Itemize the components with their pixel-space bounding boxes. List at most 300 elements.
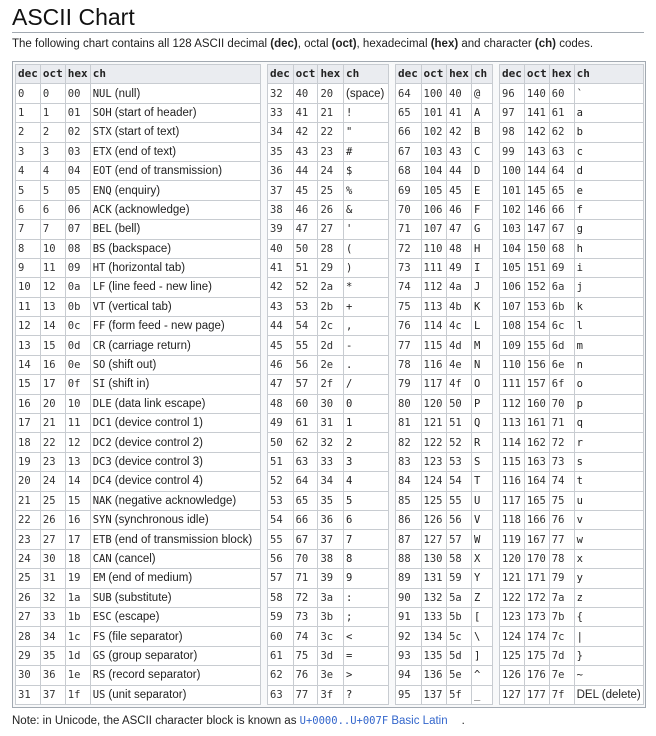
oct-cell: 114: [421, 317, 447, 336]
table-row: [500, 607, 644, 626]
table-row: [16, 200, 261, 219]
table-row: [16, 452, 261, 471]
hex-cell: 0a: [65, 278, 90, 297]
char-cell: [574, 646, 643, 665]
char-cell: [471, 84, 492, 103]
oct-cell: 143: [524, 142, 549, 161]
char-value: =: [346, 649, 353, 662]
char-cell: [90, 607, 260, 626]
hex-cell: 40: [447, 84, 472, 103]
oct-cell: 167: [524, 530, 549, 549]
char-value: ': [346, 223, 353, 236]
char-description: (negative acknowledge): [114, 494, 237, 507]
dec-cell: 46: [268, 355, 294, 374]
table-row: [268, 297, 389, 316]
hex-cell: 1f: [65, 685, 90, 704]
oct-cell: 127: [421, 530, 447, 549]
hex-cell: 55: [447, 491, 472, 510]
table-row: [268, 607, 389, 626]
table-row: [500, 142, 644, 161]
char-cell: [344, 103, 389, 122]
title-divider: [12, 32, 644, 33]
hex-cell: 51: [447, 414, 472, 433]
char-description: (start of header): [114, 106, 197, 119]
char-value: 7: [346, 533, 353, 546]
char-description: (escape): [114, 611, 160, 624]
table-row: [16, 161, 261, 180]
table-row: [268, 530, 389, 549]
char-cell: [574, 220, 643, 239]
table-row: [268, 355, 389, 374]
char-value: _: [473, 688, 481, 701]
dec-cell: 49: [268, 414, 294, 433]
char-value: {: [576, 611, 583, 624]
dec-cell: 61: [268, 646, 294, 665]
char-cell: [90, 685, 260, 704]
table-row: [16, 569, 261, 588]
char-value: <: [346, 630, 353, 643]
hex-cell: 77: [549, 530, 574, 549]
oct-cell: 60: [293, 394, 318, 413]
char-value: R: [473, 436, 481, 449]
hex-cell: 75: [549, 491, 574, 510]
table-row: [16, 123, 261, 142]
hex-cell: 5d: [447, 646, 472, 665]
dec-cell: 98: [500, 123, 525, 142]
oct-cell: 125: [421, 491, 447, 510]
hex-cell: 7f: [549, 685, 574, 704]
column-header-hex: hex: [318, 65, 344, 84]
dec-cell: 75: [396, 297, 422, 316]
char-value: Q: [473, 417, 481, 430]
table-row: [16, 297, 261, 316]
dec-cell: 4: [16, 161, 41, 180]
dec-cell: 127: [500, 685, 525, 704]
char-cell: [90, 103, 260, 122]
table-row: [500, 472, 644, 491]
oct-cell: 61: [293, 414, 318, 433]
dec-cell: 109: [500, 336, 525, 355]
char-cell: [574, 142, 643, 161]
table-row: [16, 666, 261, 685]
char-value: \: [473, 630, 481, 643]
dec-cell: 71: [396, 220, 422, 239]
hex-cell: 2e: [318, 355, 344, 374]
table-row: [396, 666, 493, 685]
char-description: (end of medium): [108, 572, 193, 585]
oct-cell: 152: [524, 278, 549, 297]
dec-cell: 17: [16, 414, 41, 433]
char-description: (start of text): [114, 126, 180, 139]
table-row: [16, 84, 261, 103]
char-value: g: [576, 223, 583, 236]
oct-cell: 104: [421, 161, 447, 180]
hex-cell: 13: [65, 452, 90, 471]
table-row: [396, 646, 493, 665]
char-value: ?: [346, 688, 353, 701]
char-description: (acknowledge): [114, 203, 190, 216]
table-row: [500, 588, 644, 607]
char-cell: [90, 258, 260, 277]
char-mnemonic: ETB: [92, 533, 112, 546]
oct-cell: 7: [40, 220, 65, 239]
char-cell: [344, 646, 389, 665]
char-cell: [344, 510, 389, 529]
char-value: ;: [346, 611, 353, 624]
dec-cell: 121: [500, 569, 525, 588]
dec-cell: 19: [16, 452, 41, 471]
char-description: (vertical tab): [108, 300, 172, 313]
header-row: [16, 65, 261, 84]
hex-cell: 5c: [447, 627, 472, 646]
dec-cell: 1: [16, 103, 41, 122]
oct-cell: 117: [421, 375, 447, 394]
dec-cell: 52: [268, 472, 294, 491]
basic-latin-link[interactable]: Basic Latin: [391, 715, 448, 727]
hex-cell: 71: [549, 414, 574, 433]
char-value: G: [473, 223, 481, 236]
dec-cell: 79: [396, 375, 422, 394]
char-cell: [471, 181, 492, 200]
char-value: Z: [473, 591, 481, 604]
hex-cell: 1e: [65, 666, 90, 685]
column-header-hex: hex: [447, 65, 472, 84]
dec-cell: 100: [500, 161, 525, 180]
dec-cell: 23: [16, 530, 41, 549]
char-mnemonic: NUL: [92, 87, 112, 100]
char-mnemonic: BEL: [92, 223, 112, 236]
char-cell: [90, 646, 260, 665]
table-row: [396, 181, 493, 200]
char-mnemonic: EOT: [92, 165, 112, 178]
column-header-dec: dec: [16, 65, 41, 84]
oct-cell: 54: [293, 317, 318, 336]
table-row: [500, 510, 644, 529]
table-row: [268, 317, 389, 336]
hex-cell: 2a: [318, 278, 344, 297]
hex-cell: 17: [65, 530, 90, 549]
dec-cell: 8: [16, 239, 41, 258]
table-row: [500, 569, 644, 588]
char-cell: [344, 627, 389, 646]
char-cell: [471, 278, 492, 297]
table-row: [16, 278, 261, 297]
hex-cell: 22: [318, 123, 344, 142]
char-value: $: [346, 165, 353, 178]
hex-cell: 6f: [549, 375, 574, 394]
oct-cell: 113: [421, 297, 447, 316]
hex-cell: 64: [549, 161, 574, 180]
char-description: (record separator): [108, 669, 201, 682]
char-value: `: [576, 87, 583, 100]
oct-cell: 74: [293, 627, 318, 646]
dec-cell: 51: [268, 452, 294, 471]
dec-cell: 89: [396, 569, 422, 588]
char-value: ): [346, 262, 353, 275]
char-cell: [574, 336, 643, 355]
oct-cell: 25: [40, 491, 65, 510]
char-value: u: [576, 494, 583, 507]
oct-cell: 30: [40, 549, 65, 568]
oct-cell: 6: [40, 200, 65, 219]
table-row: [396, 627, 493, 646]
char-value: /: [346, 378, 353, 391]
dec-cell: 123: [500, 607, 525, 626]
char-value: j: [576, 281, 583, 294]
char-cell: [90, 414, 260, 433]
char-mnemonic: DC2: [92, 436, 112, 449]
hex-cell: 25: [318, 181, 344, 200]
table-row: [500, 375, 644, 394]
table-row: [268, 220, 389, 239]
char-value: ^: [473, 669, 481, 682]
char-cell: [471, 239, 492, 258]
dec-cell: 78: [396, 355, 422, 374]
table-row: [268, 452, 389, 471]
char-cell: [574, 239, 643, 258]
oct-cell: 110: [421, 239, 447, 258]
char-mnemonic: EM: [92, 572, 106, 585]
oct-cell: 67: [293, 530, 318, 549]
char-mnemonic: GS: [92, 649, 106, 662]
table-row: [396, 569, 493, 588]
char-value: |: [576, 630, 583, 643]
hex-cell: 20: [318, 84, 344, 103]
table-row: [268, 414, 389, 433]
oct-cell: 115: [421, 336, 447, 355]
table-row: [268, 142, 389, 161]
oct-cell: 111: [421, 258, 447, 277]
hex-cell: 4e: [447, 355, 472, 374]
hex-cell: 58: [447, 549, 472, 568]
hex-cell: 50: [447, 394, 472, 413]
dec-cell: 66: [396, 123, 422, 142]
char-value: %: [346, 184, 353, 197]
hex-cell: 5e: [447, 666, 472, 685]
table-row: [396, 394, 493, 413]
char-value: I: [473, 262, 481, 275]
oct-cell: 147: [524, 220, 549, 239]
table-row: [268, 103, 389, 122]
char-value: 1: [346, 417, 353, 430]
dec-cell: 119: [500, 530, 525, 549]
table-row: [500, 355, 644, 374]
hex-cell: 0d: [65, 336, 90, 355]
char-cell: [344, 433, 389, 452]
char-cell: [90, 123, 260, 142]
char-value: [: [473, 611, 481, 624]
dec-cell: 122: [500, 588, 525, 607]
table-row: [16, 433, 261, 452]
dec-cell: 9: [16, 258, 41, 277]
char-cell: [90, 491, 260, 510]
table-row: [396, 452, 493, 471]
oct-cell: 46: [293, 200, 318, 219]
char-cell: [574, 200, 643, 219]
hex-cell: 74: [549, 472, 574, 491]
dec-cell: 55: [268, 530, 294, 549]
table-row: [500, 666, 644, 685]
dec-cell: 10: [16, 278, 41, 297]
dec-cell: 65: [396, 103, 422, 122]
char-cell: [344, 258, 389, 277]
oct-cell: 162: [524, 433, 549, 452]
char-cell: [471, 355, 492, 374]
char-value: 8: [346, 552, 353, 565]
dec-cell: 15: [16, 375, 41, 394]
table-row: [500, 530, 644, 549]
char-description: (shift in): [108, 378, 150, 391]
hex-cell: 66: [549, 200, 574, 219]
char-cell: [90, 220, 260, 239]
table-row: [16, 414, 261, 433]
dec-cell: 39: [268, 220, 294, 239]
char-value: ": [346, 126, 353, 139]
char-value: A: [473, 106, 481, 119]
hex-cell: 15: [65, 491, 90, 510]
dec-cell: 108: [500, 317, 525, 336]
char-cell: [574, 491, 643, 510]
char-cell: [344, 336, 389, 355]
dec-cell: 21: [16, 491, 41, 510]
hex-cell: 5b: [447, 607, 472, 626]
dec-cell: 68: [396, 161, 422, 180]
hex-cell: 76: [549, 510, 574, 529]
char-cell: [471, 297, 492, 316]
char-cell: [574, 472, 643, 491]
oct-cell: 144: [524, 161, 549, 180]
char-cell: [90, 181, 260, 200]
dec-cell: 47: [268, 375, 294, 394]
dec-cell: 95: [396, 685, 422, 704]
char-cell: [471, 607, 492, 626]
char-value: w: [576, 533, 583, 546]
header-row: [396, 65, 493, 84]
char-mnemonic: ENQ: [92, 184, 112, 197]
char-description: (data link escape): [114, 397, 206, 410]
oct-cell: 42: [293, 123, 318, 142]
char-value: 6: [346, 514, 353, 527]
hex-cell: 23: [318, 142, 344, 161]
dec-cell: 41: [268, 258, 294, 277]
oct-cell: 22: [40, 433, 65, 452]
dec-cell: 44: [268, 317, 294, 336]
table-row: [268, 181, 389, 200]
hex-cell: 21: [318, 103, 344, 122]
hex-cell: 4a: [447, 278, 472, 297]
char-cell: [90, 569, 260, 588]
char-cell: [574, 297, 643, 316]
dec-cell: 64: [396, 84, 422, 103]
oct-cell: 21: [40, 414, 65, 433]
hex-cell: 08: [65, 239, 90, 258]
dec-cell: 87: [396, 530, 422, 549]
dec-cell: 118: [500, 510, 525, 529]
char-cell: [471, 220, 492, 239]
oct-cell: 151: [524, 258, 549, 277]
char-mnemonic: DC4: [92, 475, 112, 488]
char-cell: [90, 588, 260, 607]
dec-cell: 104: [500, 239, 525, 258]
table-row: [396, 84, 493, 103]
dec-cell: 24: [16, 549, 41, 568]
char-value: q: [576, 417, 583, 430]
oct-cell: 112: [421, 278, 447, 297]
char-value: y: [576, 572, 583, 585]
oct-cell: 145: [524, 181, 549, 200]
hex-cell: 63: [549, 142, 574, 161]
hex-cell: 48: [447, 239, 472, 258]
dec-cell: 48: [268, 394, 294, 413]
oct-cell: 17: [40, 375, 65, 394]
hex-cell: 31: [318, 414, 344, 433]
oct-cell: 1: [40, 103, 65, 122]
page-title: ASCII Chart: [12, 4, 135, 30]
char-cell: [90, 375, 260, 394]
char-value: #: [346, 145, 353, 158]
dec-cell: 111: [500, 375, 525, 394]
oct-cell: 64: [293, 472, 318, 491]
oct-cell: 33: [40, 607, 65, 626]
table-row: [16, 607, 261, 626]
hex-cell: 47: [447, 220, 472, 239]
hex-cell: 78: [549, 549, 574, 568]
table-row: [268, 123, 389, 142]
dec-cell: 45: [268, 336, 294, 355]
dec-cell: 25: [16, 569, 41, 588]
char-description: (device control 4): [114, 475, 203, 488]
dec-cell: 124: [500, 627, 525, 646]
oct-cell: 126: [421, 510, 447, 529]
char-mnemonic: BS: [92, 242, 106, 255]
char-cell: [574, 666, 643, 685]
oct-cell: 34: [40, 627, 65, 646]
char-mnemonic: FF: [92, 320, 106, 333]
char-cell: [90, 278, 260, 297]
oct-cell: 70: [293, 549, 318, 568]
hex-cell: 09: [65, 258, 90, 277]
char-value: N: [473, 359, 481, 372]
char-value: Y: [473, 572, 481, 585]
column-header-ch: ch: [90, 65, 260, 84]
char-value: t: [576, 475, 583, 488]
char-value: :: [346, 591, 353, 604]
char-value: E: [473, 184, 481, 197]
oct-cell: 5: [40, 181, 65, 200]
dec-cell: 26: [16, 588, 41, 607]
hex-cell: 53: [447, 452, 472, 471]
oct-cell: 62: [293, 433, 318, 452]
char-cell: [90, 355, 260, 374]
char-description: (line feed - new line): [108, 281, 212, 294]
dec-cell: 73: [396, 258, 422, 277]
table-row: [268, 161, 389, 180]
oct-cell: 24: [40, 472, 65, 491]
dec-cell: 74: [396, 278, 422, 297]
dec-cell: 88: [396, 549, 422, 568]
hex-cell: 3b: [318, 607, 344, 626]
hex-cell: 73: [549, 452, 574, 471]
dec-cell: 60: [268, 627, 294, 646]
hex-cell: 4f: [447, 375, 472, 394]
dec-cell: 106: [500, 278, 525, 297]
hex-cell: 3f: [318, 685, 344, 704]
table-row: [500, 549, 644, 568]
oct-cell: 66: [293, 510, 318, 529]
char-cell: [471, 472, 492, 491]
oct-cell: 137: [421, 685, 447, 704]
oct-cell: 27: [40, 530, 65, 549]
